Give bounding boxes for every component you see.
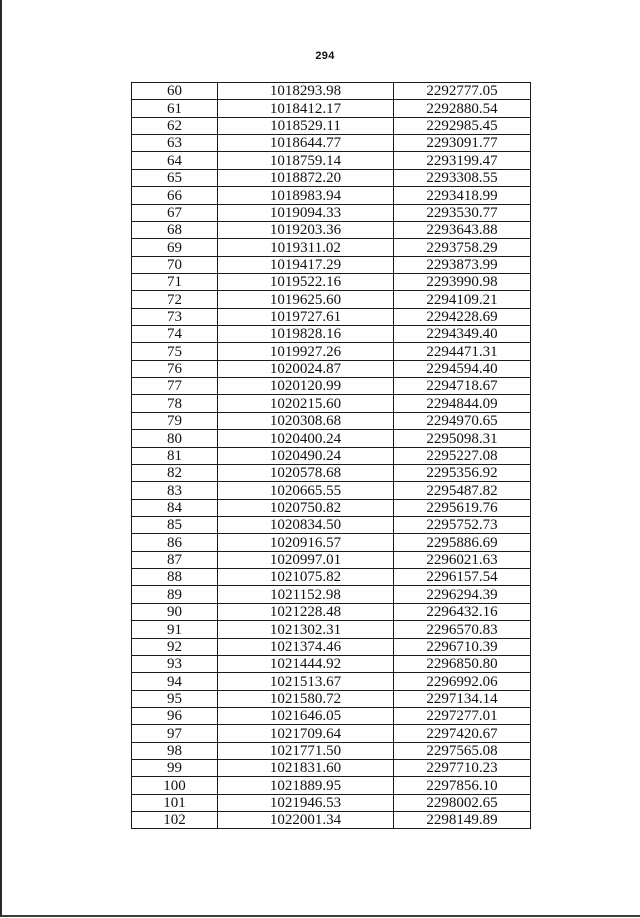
second-value-cell: 2294718.67 [394, 378, 531, 395]
second-value-cell: 2298002.65 [394, 794, 531, 811]
first-value-cell: 1020750.82 [218, 499, 394, 516]
second-value-cell: 2296570.83 [394, 621, 531, 638]
table-row [132, 83, 531, 100]
table-row [132, 204, 531, 221]
table-row [132, 273, 531, 290]
index-cell: 67 [132, 204, 218, 221]
index-cell: 90 [132, 603, 218, 620]
second-value-cell: 2294970.65 [394, 412, 531, 429]
first-value-cell: 1019522.16 [218, 273, 394, 290]
second-value-cell: 2297420.67 [394, 725, 531, 742]
index-cell: 64 [132, 152, 218, 169]
second-value-cell: 2293643.88 [394, 221, 531, 238]
table-row [132, 464, 531, 481]
first-value-cell: 1021075.82 [218, 569, 394, 586]
index-cell: 102 [132, 812, 218, 829]
first-value-cell: 1020400.24 [218, 430, 394, 447]
first-value-cell: 1021444.92 [218, 655, 394, 672]
first-value-cell: 1018983.94 [218, 187, 394, 204]
table-row [132, 760, 531, 777]
second-value-cell: 2295227.08 [394, 447, 531, 464]
table-row [132, 603, 531, 620]
first-value-cell: 1021152.98 [218, 586, 394, 603]
first-value-cell: 1018759.14 [218, 152, 394, 169]
table-row [132, 395, 531, 412]
second-value-cell: 2296992.06 [394, 673, 531, 690]
index-cell: 82 [132, 464, 218, 481]
first-value-cell: 1020578.68 [218, 464, 394, 481]
index-cell: 100 [132, 777, 218, 794]
first-value-cell: 1019927.26 [218, 343, 394, 360]
table-row [132, 187, 531, 204]
first-value-cell: 1021709.64 [218, 725, 394, 742]
first-value-cell: 1020490.24 [218, 447, 394, 464]
index-cell: 99 [132, 760, 218, 777]
index-cell: 101 [132, 794, 218, 811]
first-value-cell: 1019203.36 [218, 221, 394, 238]
first-value-cell: 1021889.95 [218, 777, 394, 794]
table-row [132, 725, 531, 742]
second-value-cell: 2296157.54 [394, 569, 531, 586]
table-row [132, 308, 531, 325]
index-cell: 89 [132, 586, 218, 603]
second-value-cell: 2295487.82 [394, 482, 531, 499]
first-value-cell: 1021831.60 [218, 760, 394, 777]
first-value-cell: 1018412.17 [218, 100, 394, 117]
table-row [132, 135, 531, 152]
table-row [132, 326, 531, 343]
index-cell: 61 [132, 100, 218, 117]
first-value-cell: 1018293.98 [218, 83, 394, 100]
table-row [132, 430, 531, 447]
table-row [132, 673, 531, 690]
second-value-cell: 2293091.77 [394, 135, 531, 152]
first-value-cell: 1018644.77 [218, 135, 394, 152]
table-row [132, 534, 531, 551]
first-value-cell: 1020308.68 [218, 412, 394, 429]
index-cell: 96 [132, 707, 218, 724]
first-value-cell: 1020665.55 [218, 482, 394, 499]
first-value-cell: 1019311.02 [218, 239, 394, 256]
table-row [132, 152, 531, 169]
table-row [132, 707, 531, 724]
first-value-cell: 1019727.61 [218, 308, 394, 325]
table-row [132, 812, 531, 829]
table-row [132, 794, 531, 811]
index-cell: 71 [132, 273, 218, 290]
index-cell: 74 [132, 326, 218, 343]
first-value-cell: 1021374.46 [218, 638, 394, 655]
first-value-cell: 1019417.29 [218, 256, 394, 273]
index-cell: 77 [132, 378, 218, 395]
first-value-cell: 1021771.50 [218, 742, 394, 759]
index-cell: 83 [132, 482, 218, 499]
second-value-cell: 2294844.09 [394, 395, 531, 412]
index-cell: 87 [132, 551, 218, 568]
table-row [132, 551, 531, 568]
second-value-cell: 2297710.23 [394, 760, 531, 777]
first-value-cell: 1020916.57 [218, 534, 394, 551]
index-cell: 65 [132, 169, 218, 186]
second-value-cell: 2294349.40 [394, 326, 531, 343]
first-value-cell: 1018529.11 [218, 117, 394, 134]
table-row [132, 378, 531, 395]
index-cell: 85 [132, 516, 218, 533]
second-value-cell: 2292777.05 [394, 83, 531, 100]
index-cell: 86 [132, 534, 218, 551]
index-cell: 84 [132, 499, 218, 516]
table-row [132, 100, 531, 117]
second-value-cell: 2295886.69 [394, 534, 531, 551]
second-value-cell: 2296432.16 [394, 603, 531, 620]
table-row [132, 221, 531, 238]
first-value-cell: 1020215.60 [218, 395, 394, 412]
table-row [132, 655, 531, 672]
index-cell: 70 [132, 256, 218, 273]
second-value-cell: 2297277.01 [394, 707, 531, 724]
table-row [132, 621, 531, 638]
first-value-cell: 1022001.34 [218, 812, 394, 829]
first-value-cell: 1021513.67 [218, 673, 394, 690]
second-value-cell: 2293873.99 [394, 256, 531, 273]
second-value-cell: 2295098.31 [394, 430, 531, 447]
second-value-cell: 2292985.45 [394, 117, 531, 134]
table-body [132, 83, 531, 829]
second-value-cell: 2297856.10 [394, 777, 531, 794]
second-value-cell: 2293990.98 [394, 273, 531, 290]
second-value-cell: 2293199.47 [394, 152, 531, 169]
second-value-cell: 2296021.63 [394, 551, 531, 568]
first-value-cell: 1019094.33 [218, 204, 394, 221]
index-cell: 94 [132, 673, 218, 690]
second-value-cell: 2295752.73 [394, 516, 531, 533]
second-value-cell: 2295619.76 [394, 499, 531, 516]
table-row [132, 569, 531, 586]
table-row [132, 239, 531, 256]
index-cell: 88 [132, 569, 218, 586]
second-value-cell: 2294471.31 [394, 343, 531, 360]
second-value-cell: 2294228.69 [394, 308, 531, 325]
second-value-cell: 2295356.92 [394, 464, 531, 481]
first-value-cell: 1020834.50 [218, 516, 394, 533]
index-cell: 63 [132, 135, 218, 152]
second-value-cell: 2297565.08 [394, 742, 531, 759]
second-value-cell: 2293308.55 [394, 169, 531, 186]
first-value-cell: 1018872.20 [218, 169, 394, 186]
index-cell: 75 [132, 343, 218, 360]
table-row [132, 256, 531, 273]
index-cell: 79 [132, 412, 218, 429]
table-row [132, 117, 531, 134]
index-cell: 62 [132, 117, 218, 134]
first-value-cell: 1019828.16 [218, 326, 394, 343]
index-cell: 66 [132, 187, 218, 204]
second-value-cell: 2294109.21 [394, 291, 531, 308]
index-cell: 76 [132, 360, 218, 377]
table-row [132, 586, 531, 603]
index-cell: 68 [132, 221, 218, 238]
index-cell: 98 [132, 742, 218, 759]
table-row [132, 360, 531, 377]
first-value-cell: 1021646.05 [218, 707, 394, 724]
index-cell: 60 [132, 83, 218, 100]
first-value-cell: 1021302.31 [218, 621, 394, 638]
index-cell: 81 [132, 447, 218, 464]
second-value-cell: 2296710.39 [394, 638, 531, 655]
index-cell: 95 [132, 690, 218, 707]
second-value-cell: 2293418.99 [394, 187, 531, 204]
table-row [132, 169, 531, 186]
table-row [132, 447, 531, 464]
first-value-cell: 1021228.48 [218, 603, 394, 620]
table-row [132, 638, 531, 655]
second-value-cell: 2293530.77 [394, 204, 531, 221]
table-row [132, 742, 531, 759]
table-row [132, 291, 531, 308]
index-cell: 97 [132, 725, 218, 742]
table-row [132, 482, 531, 499]
second-value-cell: 2296294.39 [394, 586, 531, 603]
index-cell: 78 [132, 395, 218, 412]
second-value-cell: 2293758.29 [394, 239, 531, 256]
first-value-cell: 1020024.87 [218, 360, 394, 377]
table-row [132, 777, 531, 794]
second-value-cell: 2292880.54 [394, 100, 531, 117]
first-value-cell: 1020997.01 [218, 551, 394, 568]
index-cell: 73 [132, 308, 218, 325]
second-value-cell: 2296850.80 [394, 655, 531, 672]
first-value-cell: 1019625.60 [218, 291, 394, 308]
second-value-cell: 2297134.14 [394, 690, 531, 707]
index-cell: 91 [132, 621, 218, 638]
table-row [132, 412, 531, 429]
index-cell: 80 [132, 430, 218, 447]
index-cell: 69 [132, 239, 218, 256]
first-value-cell: 1021946.53 [218, 794, 394, 811]
index-cell: 92 [132, 638, 218, 655]
table-row [132, 516, 531, 533]
second-value-cell: 2294594.40 [394, 360, 531, 377]
first-value-cell: 1020120.99 [218, 378, 394, 395]
table-row [132, 343, 531, 360]
table-row [132, 499, 531, 516]
table-row [132, 690, 531, 707]
page-number: 294 [315, 50, 335, 62]
data-table [131, 82, 531, 829]
first-value-cell: 1021580.72 [218, 690, 394, 707]
index-cell: 72 [132, 291, 218, 308]
index-cell: 93 [132, 655, 218, 672]
second-value-cell: 2298149.89 [394, 812, 531, 829]
